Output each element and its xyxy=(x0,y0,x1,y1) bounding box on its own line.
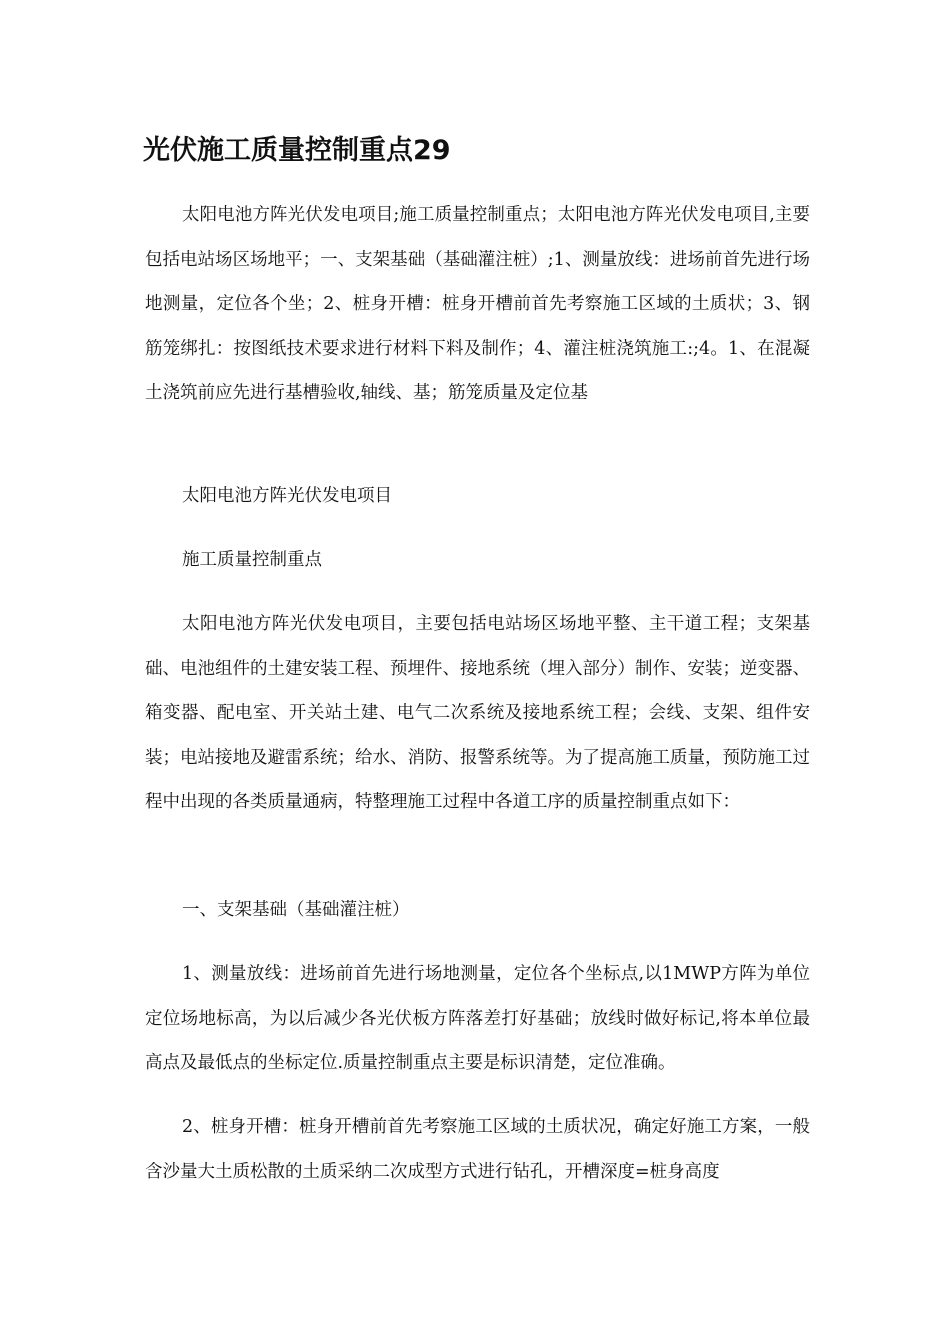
summary-paragraph: 太阳电池方阵光伏发电项目;施工质量控制重点；太阳电池方阵光伏发电项目,主要包括电站场区场地平；一、支架基础（基础灌注桩）;1、测量放线：进场前首先进行场地测量，定位各个坐；2、桩身开槽：桩身开槽前首先考察施工区域的土质状；3、钢筋笼绑扎：按图纸技术要求进行材料下料及制作；4、灌注桩浇筑施工:;4。1、在混凝土浇筑前应先进行基槽验收,轴线、基；筋笼质量及定位基 xyxy=(145,205,810,403)
support-foundation-heading: 一、支架基础（基础灌注桩） xyxy=(182,900,410,920)
project-heading-paragraph: 太阳电池方阵光伏发电项目 xyxy=(182,486,392,506)
survey-layout-paragraph: 1、测量放线：进场前首先进行场地测量，定位各个坐标点,以1MWP方阵为单位定位场地标高，为以后减少各光伏板方阵落差打好基础；放线时做好标记,将本单位最高点及最低点的坐标定位.质量控制重点主要是标识清楚，定位准确。 xyxy=(145,964,810,1073)
project-scope-paragraph: 太阳电池方阵光伏发电项目，主要包括电站场区场地平整、主干道工程；支架基础、电池组件的土建安装工程、预埋件、接地系统（埋入部分）制作、安装；逆变器、箱变器、配电室、开关站土建、电气二次系统及接地系统工程；会线、支架、组件安装；电站接地及避雷系统；给水、消防、报警系统等。为了提高施工质量，预防施工过程中出现的各类质量通病，特整理施工过程中各道工序的质量控制重点如下： xyxy=(145,614,810,812)
section-heading-paragraph: 施工质量控制重点 xyxy=(182,550,322,570)
document-title: 光伏施工质量控制重点29 xyxy=(143,135,451,166)
pile-trench-paragraph: 2、桩身开槽：桩身开槽前首先考察施工区域的土质状况，确定好施工方案，一般含沙量大土质松散的土质采纳二次成型方式进行钻孔，开槽深度=桩身高度 xyxy=(145,1117,810,1182)
